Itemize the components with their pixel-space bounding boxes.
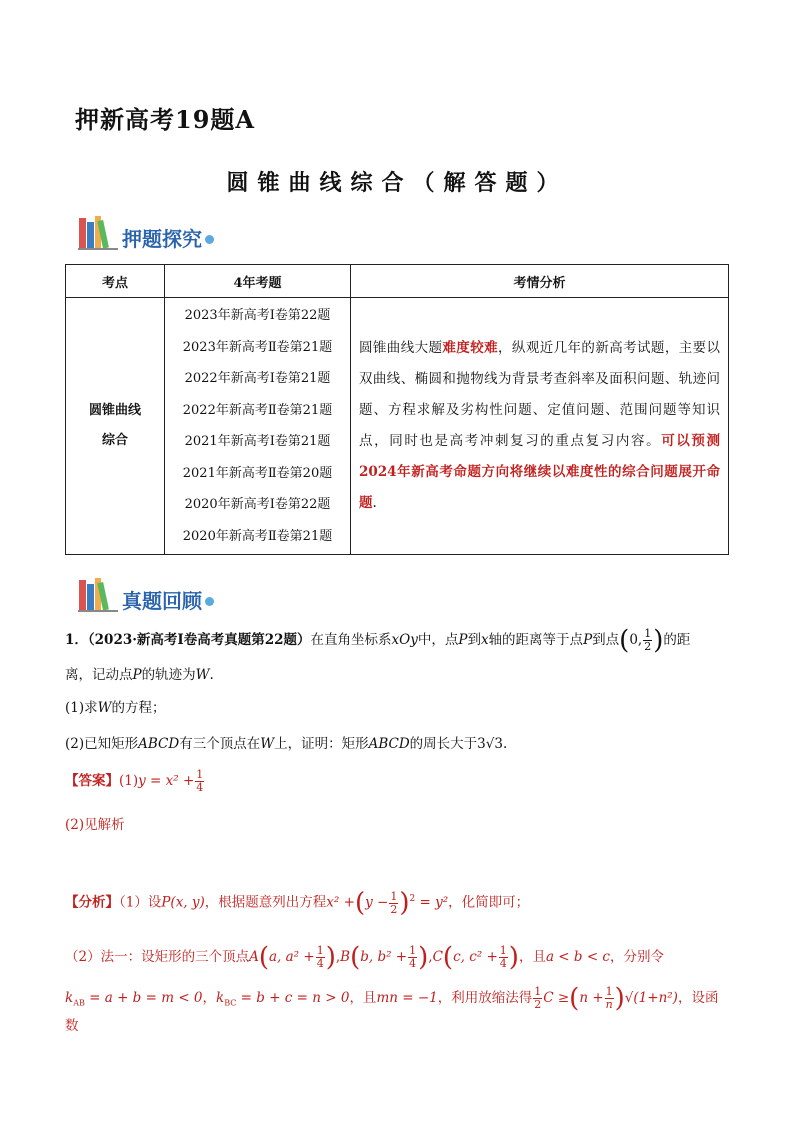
math: 2 bbox=[409, 894, 416, 904]
text: ，分别令 bbox=[610, 949, 664, 965]
paren: ( bbox=[619, 625, 630, 656]
text: （2）法一：设矩形的三个顶点 bbox=[65, 949, 250, 965]
text: 的方程； bbox=[111, 700, 166, 716]
paren: ( bbox=[350, 942, 361, 973]
problem-line-1 bbox=[65, 625, 729, 656]
num: 1 bbox=[390, 889, 398, 903]
exam-table bbox=[65, 264, 729, 555]
math: C bbox=[432, 949, 443, 965]
den: 2 bbox=[390, 902, 398, 916]
section-explore bbox=[78, 214, 214, 250]
text: ，且 bbox=[349, 990, 377, 1006]
text: 到点 bbox=[592, 632, 620, 648]
math: b, b² + bbox=[360, 949, 408, 965]
year-item: 2023年新高考Ⅰ卷第22题 bbox=[184, 308, 331, 323]
books-icon bbox=[78, 214, 120, 250]
analysis-line-1 bbox=[65, 888, 729, 916]
table-row bbox=[66, 298, 729, 555]
section-review bbox=[78, 576, 214, 612]
problem-line-2 bbox=[65, 664, 729, 686]
text: （1）设 bbox=[119, 894, 162, 911]
year-item: 2022年新高考Ⅱ卷第21题 bbox=[182, 402, 333, 418]
fraction bbox=[499, 945, 508, 970]
year-item: 2023年新高考Ⅱ卷第21题 bbox=[182, 339, 333, 355]
math: = a + b = m < 0 bbox=[89, 990, 203, 1006]
years-cell bbox=[165, 298, 351, 555]
header-cell: 考情分析 bbox=[351, 265, 729, 298]
math: k bbox=[216, 990, 225, 1006]
fraction bbox=[389, 891, 398, 916]
text: (1)求 bbox=[65, 700, 98, 716]
fraction bbox=[408, 945, 417, 970]
analysis-text: ，纵观近几年的新高考试题，主要以双曲线、椭圆和抛物线为背景考查斜率及面积问题、轨迹问题、方程求解及劣构性问题、定值问题、范围问题等知识点，同时也是高考冲刺复习的重点复习内容。 bbox=[359, 340, 721, 449]
text: 在直角坐标系 bbox=[310, 632, 392, 648]
num: 1 bbox=[534, 985, 542, 998]
math: W bbox=[97, 700, 112, 716]
paren: ( bbox=[258, 942, 269, 973]
fraction bbox=[195, 769, 204, 794]
math: xOy bbox=[391, 632, 418, 648]
paren: ) bbox=[508, 942, 519, 973]
analysis-line-3 bbox=[65, 983, 729, 1037]
math: BC bbox=[224, 998, 237, 1008]
text: . bbox=[209, 667, 214, 683]
year-item: 2022年新高考Ⅰ卷第21题 bbox=[184, 371, 331, 386]
paren: ) bbox=[325, 942, 336, 973]
text: . bbox=[502, 736, 508, 752]
math: = y² bbox=[419, 894, 449, 911]
math: √(1+n²) bbox=[624, 990, 678, 1006]
paren: ) bbox=[614, 983, 625, 1014]
text: (1) bbox=[119, 773, 139, 789]
den: 4 bbox=[409, 957, 417, 970]
table-header-row bbox=[66, 265, 729, 298]
year-item: 2021年新高考Ⅱ卷第20题 bbox=[182, 465, 333, 481]
paren: ( bbox=[354, 888, 366, 918]
analysis-highlight: 可以预测2024年新高考命题方向将继续以难度性的综合问题展开命题 bbox=[359, 433, 721, 511]
num: 1 bbox=[409, 944, 417, 957]
year-item: 2021年新高考Ⅰ卷第21题 bbox=[184, 434, 331, 449]
math: ABCD bbox=[368, 736, 410, 752]
math: P(x, y) bbox=[161, 894, 205, 911]
paren: ) bbox=[418, 942, 429, 973]
math: k bbox=[65, 990, 74, 1006]
problem-number: 1． bbox=[65, 632, 88, 648]
math: a < b < c bbox=[545, 949, 610, 965]
math: AB bbox=[73, 998, 85, 1008]
answer-label: 【答案】 bbox=[65, 773, 119, 789]
fraction bbox=[533, 986, 542, 1011]
math: a, a² + bbox=[269, 949, 315, 965]
math: mn = −1 bbox=[376, 990, 438, 1006]
text: 有三个顶点在 bbox=[179, 736, 261, 752]
text: ，化简即可； bbox=[448, 894, 530, 911]
paren: ) bbox=[653, 625, 664, 656]
page-subtitle: 圆锥曲线综合（解答题） bbox=[226, 170, 568, 196]
math: P bbox=[458, 632, 468, 648]
math: x bbox=[480, 632, 489, 648]
topic-line: 圆锥曲线 bbox=[88, 403, 141, 418]
math: A bbox=[249, 949, 259, 965]
den: 4 bbox=[316, 957, 324, 970]
num: 1 bbox=[499, 944, 507, 957]
math: c, c² + bbox=[453, 949, 498, 965]
text: ， bbox=[202, 990, 217, 1006]
math: P bbox=[132, 667, 142, 683]
den: 2 bbox=[534, 998, 542, 1011]
topic-line: 综合 bbox=[101, 433, 128, 448]
text: 离，记动点 bbox=[65, 667, 133, 683]
text: 轴的距离等于点 bbox=[488, 632, 584, 648]
math: W bbox=[260, 736, 275, 752]
den: 4 bbox=[499, 957, 507, 970]
text: 的周长大于 bbox=[409, 736, 478, 752]
analysis-label: 【分析】 bbox=[65, 894, 119, 911]
answer-line bbox=[65, 769, 729, 794]
fraction bbox=[605, 986, 614, 1011]
den: 4 bbox=[196, 781, 204, 794]
paren: ( bbox=[569, 983, 580, 1014]
dot-icon bbox=[205, 235, 214, 244]
math: P bbox=[583, 632, 593, 648]
text: (2)已知矩形 bbox=[65, 736, 139, 752]
math: ABCD bbox=[138, 736, 180, 752]
header-cell: 4年考题 bbox=[165, 265, 351, 298]
question-2 bbox=[65, 733, 729, 755]
num: 1 bbox=[316, 944, 324, 957]
year-item: 2020年新高考Ⅱ卷第21题 bbox=[182, 528, 333, 544]
text: 中，点 bbox=[417, 632, 459, 648]
math: n + bbox=[579, 990, 604, 1006]
num: 1 bbox=[196, 768, 204, 781]
problem-source: （2023·新高考Ⅰ卷高考真题第22题） bbox=[87, 632, 311, 648]
math: B bbox=[340, 949, 351, 965]
den: 2 bbox=[644, 640, 652, 653]
text: ，设函数 bbox=[65, 990, 719, 1034]
books-icon bbox=[78, 576, 120, 612]
answer-part-2: (2)见解析 bbox=[65, 817, 125, 833]
text: 的轨迹为 bbox=[141, 667, 196, 683]
paren: ( bbox=[442, 942, 454, 973]
math: W bbox=[195, 667, 210, 683]
den: n bbox=[605, 998, 613, 1011]
dot-icon bbox=[205, 597, 214, 606]
text: ，根据题意列出方程 bbox=[204, 894, 327, 911]
topic-cell bbox=[66, 298, 165, 555]
math: x² + bbox=[326, 894, 355, 911]
math: 3√3 bbox=[477, 736, 503, 752]
text: 的距 bbox=[663, 632, 691, 648]
math: 0, bbox=[629, 632, 643, 648]
analysis-line-2: （2）法一：设矩形的三个顶点A(a, a² + $\frac{1}{4}$ ),B(b, b² + $\frac{1}{4}$ ),C(c, c² + $\frac{1}{4}$ )，且a < b < c，分别令 bbox=[65, 942, 664, 973]
analysis-text: 圆锥曲线大题 bbox=[359, 340, 443, 356]
text: ，且 bbox=[518, 949, 546, 965]
page-title: 押新高考19题A bbox=[75, 105, 256, 134]
math: = b + c = n > 0 bbox=[240, 990, 350, 1006]
math: C ≥ bbox=[543, 990, 570, 1006]
analysis-text: . bbox=[372, 495, 377, 511]
analysis-cell bbox=[351, 298, 729, 555]
question-1 bbox=[65, 697, 729, 719]
section-label: 真题回顾 bbox=[122, 589, 202, 613]
paren: ) bbox=[399, 888, 410, 918]
math: y = x² + bbox=[138, 773, 195, 789]
math: y − bbox=[365, 894, 389, 911]
num: 1 bbox=[644, 627, 652, 640]
fraction bbox=[643, 628, 652, 653]
header-cell: 考点 bbox=[66, 265, 165, 298]
num: 1 bbox=[605, 985, 613, 998]
year-item: 2020年新高考Ⅰ卷第22题 bbox=[184, 497, 331, 512]
fraction bbox=[316, 945, 325, 970]
text: 到 bbox=[467, 632, 481, 648]
text: ，利用放缩法得 bbox=[437, 990, 533, 1006]
text: 上，证明：矩形 bbox=[274, 736, 369, 752]
analysis-highlight: 难度较难 bbox=[442, 340, 499, 356]
section-label: 押题探究 bbox=[122, 227, 202, 251]
